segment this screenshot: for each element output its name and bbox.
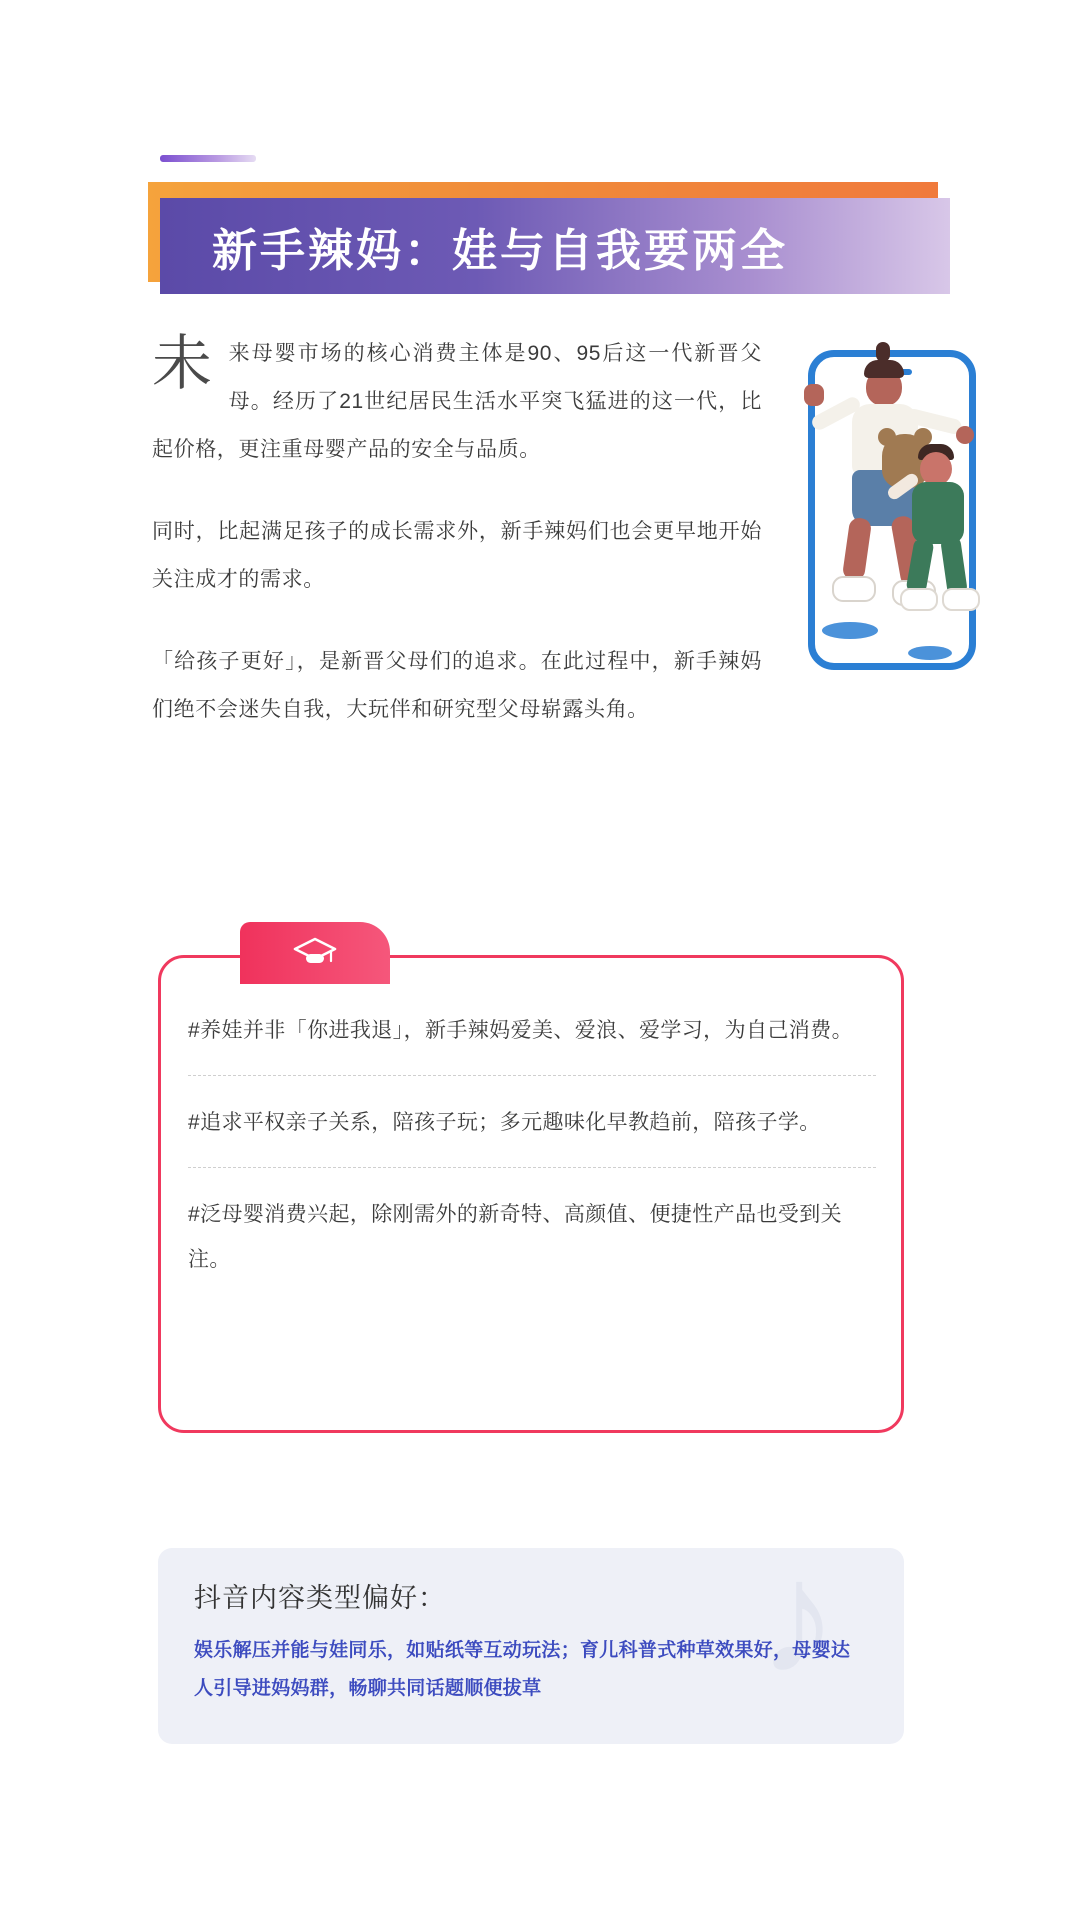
adult-hair-bun-shape	[876, 342, 890, 362]
footer-panel	[158, 1548, 904, 1744]
paragraph-2: 同时，比起满足孩子的成长需求外，新手辣妈们也会更早地开始关注成才的需求。	[152, 520, 762, 591]
list-item: #养娃并非「你进我退」，新手辣妈爱美、爱浪、爱学习，为自己消费。	[188, 1019, 853, 1042]
adult-hair-shape	[864, 360, 904, 378]
article-body	[152, 330, 762, 734]
list-item: #追求平权亲子关系，陪孩子玩；多元趣味化早教趋前，陪孩子学。	[188, 1111, 821, 1134]
paragraph-1	[152, 330, 762, 474]
highlights-card-tab	[240, 922, 390, 984]
adult-hand-left-shape	[804, 384, 824, 406]
decorative-dash	[160, 155, 256, 162]
page-title: 新手辣妈：娃与自我要两全	[212, 224, 789, 276]
drop-cap: 未	[152, 330, 213, 397]
list-divider	[188, 1075, 876, 1076]
paragraph-1-text: 来母婴市场的核心消费主体是90、95后这一代新晋父母。经历了21世纪居民生活水平突飞猛进的这一代，比起价格，更注重母婴产品的安全与品质。	[152, 342, 762, 461]
footer-body-text: 娱乐解压并能与娃同乐，如贴纸等互动玩法；育儿科普式种草效果好，母婴达人引导进妈妈群，畅聊共同话题顺便拔草	[194, 1640, 851, 1699]
adult-shoe-left-shape	[832, 576, 876, 602]
floor-shadow-shape	[822, 622, 878, 639]
list-divider	[188, 1167, 876, 1168]
highlights-list	[188, 1000, 876, 1304]
music-note-icon: ♪	[758, 1548, 838, 1707]
child-torso-shape	[912, 482, 964, 544]
graduation-cap-icon	[293, 936, 337, 970]
list-item: #泛母婴消费兴起，除刚需外的新奇特、高颜值、便捷性产品也受到关注。	[188, 1203, 843, 1271]
child-head-shape	[920, 452, 952, 486]
child-shoe-left-shape	[900, 588, 938, 611]
footer-title: 抖音内容类型偏好：	[194, 1583, 446, 1613]
adult-hand-right-shape	[956, 426, 974, 444]
parent-and-child-phone-illustration	[770, 330, 1030, 700]
floor-shadow-shape	[908, 646, 952, 660]
child-shoe-right-shape	[942, 588, 980, 611]
paragraph-3: 「给孩子更好」，是新晋父母们的追求。在此过程中，新手辣妈们绝不会迷失自我，大玩伴和研究型父母崭露头角。	[152, 650, 762, 721]
title-block	[0, 140, 1080, 310]
title-bar-purple-layer	[160, 198, 950, 294]
